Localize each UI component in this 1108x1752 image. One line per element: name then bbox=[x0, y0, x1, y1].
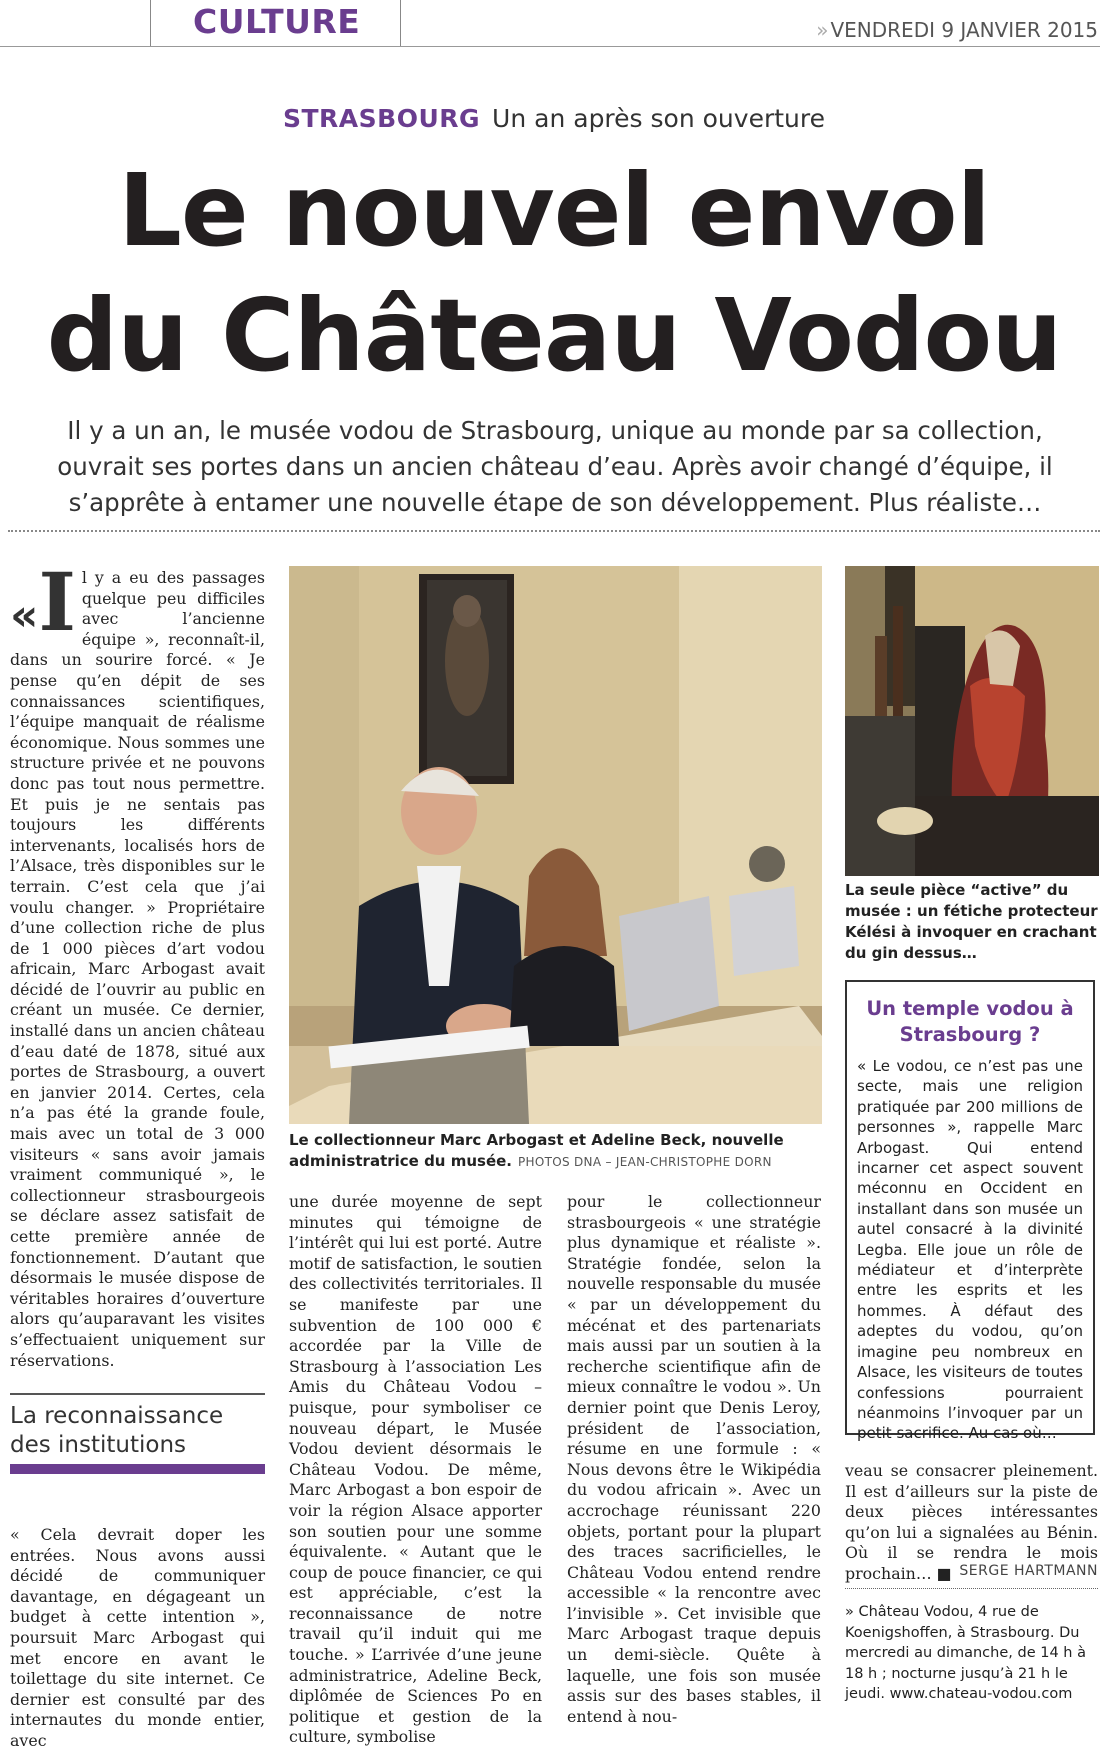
drop-cap-letter: I bbox=[38, 555, 76, 649]
fetish-photo-illustration bbox=[845, 566, 1099, 876]
subheading: La reconnaissance des institutions bbox=[10, 1403, 224, 1458]
main-caption-text: Le collectionneur Marc Arbogast et Adeline Beck, nouvelle administratrice du musée. bbox=[289, 1131, 784, 1170]
drop-cap bbox=[10, 555, 76, 649]
photo-credit: PHOTOS DNA – JEAN-CHRISTOPHE DORN bbox=[518, 1155, 772, 1169]
header-divider-right bbox=[400, 0, 401, 46]
header-rule bbox=[0, 46, 1100, 47]
fetish-photo-caption: La seule pièce “active” du musée : un fétiche protecteur Kélési à invoquer en crachant du gin dessus… bbox=[845, 881, 1098, 962]
author-byline: SERGE HARTMANN bbox=[959, 1563, 1098, 1579]
kicker-location: STRASBOURG bbox=[283, 104, 481, 133]
kicker bbox=[0, 104, 1108, 133]
practical-info: » Château Vodou, 4 rue de Koenigshoffen, à Strasbourg. Du mercredi au dimanche, de 14 h à 18 h ; nocturne jusqu’à 21 h le jeudi. www.chateau-vodou.com bbox=[845, 1602, 1098, 1705]
dotted-separator bbox=[8, 530, 1100, 532]
main-photo bbox=[289, 566, 822, 1124]
headline bbox=[0, 148, 1108, 398]
section-rubric: CULTURE bbox=[193, 2, 361, 41]
info-separator bbox=[845, 1588, 1098, 1589]
article-column-4: veau se consacrer pleinement. Il est d’ailleurs sur la piste de deux pièces intéressantes qu’on lui a signalées au Bénin. Où il se rendra le mois prochain… ■ bbox=[845, 1461, 1098, 1583]
subhead-accent-bar bbox=[10, 1464, 265, 1474]
headline-line-1: Le nouvel envol bbox=[118, 152, 990, 269]
article-column-2: une durée moyenne de sept minutes qui témoigne de l’intérêt qui lui est porté. Autre motif de satisfaction, le soutien des collectivités territoriales. Il se manifeste par une subvention de 100 000 € accordée par la Ville de Strasbourg à l’association Les Amis du Château Vodou – puisque, pour symboliser ce nouveau départ, le Musée Vodou devient désormais le Château Vodou. De même, Marc Arbogast a bon espoir de voir la région Alsace apporter son soutien pour une somme équivalente. « Autant que le coup de pouce financier, ce qui est appréciable, c’est la reconnaissance de notre travail qu’il induit qui me touche. » L’arrivée d’une jeune administratrice, Adeline Beck, diplômée de Sciences Po en politique et gestion de la culture, symbolise bbox=[289, 1192, 542, 1747]
article-column-1 bbox=[10, 555, 265, 1371]
kicker-subtitle: Un an après son ouverture bbox=[492, 104, 825, 133]
sidebar-box bbox=[845, 980, 1095, 1443]
standfirst: Il y a un an, le musée vodou de Strasbourg, unique au monde par sa collection, ouvrait ses portes dans un ancien château d’eau. Après avoir changé d’équipe, il s’apprête à entamer une nouvelle étape de son développement. Plus réaliste… bbox=[57, 416, 1053, 517]
subhead-top-rule bbox=[10, 1393, 265, 1395]
fetish-photo bbox=[845, 566, 1099, 876]
issue-date: » VENDREDI 9 JANVIER 2015 bbox=[816, 18, 1098, 42]
article-column-3: pour le collectionneur strasbourgeois « une stratégie plus dynamique et réaliste ». Stratégie fondée, selon la nouvelle responsable du musée « par un développement du mécénat et des partenariats mais aussi par un soutien à la recherche scientifique afin de mieux connaître le vodou ». Un dernier point que Denis Leroy, président de l’association, résume en une formule : « Nous devons être le Wikipédia du vodou africain ». Avec un accrochage réunissant 220 objets, portant pour la plupart des traces sacrificielles, le Château Vodou entend rendre accessible « la rencontre avec l’invisible ». Cet invisible que Marc Arbogast traque depuis un demi-siècle. Quête à laquelle, une fois son musée assis sur des bases stables, il entend à nou- bbox=[567, 1192, 821, 1726]
main-photo-illustration bbox=[289, 566, 822, 1124]
header-divider-left bbox=[150, 0, 151, 46]
column-1-text: l y a eu des passages quelque peu difficiles avec l’ancienne équipe », reconnaît-il, dans un sourire forcé. « Je pense qu’en dépit de ses connaissances scientifiques, l’équipe manquait de réalisme économique. Nous sommes une structure privée et ne pouvons donc pas tout nous permettre. Et puis je ne sentais pas toujours les différents intervenants, localisés hors de l’Alsace, très disponibles sur le terrain. C’est cela que j’ai voulu changer. » Propriétaire d’une collection riche de plus de 1 000 pièces d’art vodou africain, Marc Arbogast avait décidé de l’ouvrir au public en créant un musée. Ce dernier, installé dans un ancien château d’eau daté de 1878, situé aux portes de Strasbourg, a ouvert en janvier 2014. Certes, cela n’a pas été la grande foule, mais avec un total de 3 000 visiteurs « sans avoir jamais vraiment communiqué », le collectionneur strasbourgeois se déclare assez satisfait de cette première année de fonctionnement. D’autant que désormais le musée dispose de véritables horaires d’ouverture alors qu’auparavant les visites s’effectuaient uniquement sur réservations. bbox=[10, 568, 265, 1370]
article-column-1-continued: « Cela devrait doper les entrées. Nous avons aussi décidé de communiquer davantage, en dégageant un budget à cette intention », poursuit Marc Arbogast qui met encore en avant le toilettage du site internet. Ce dernier est consulté par des internautes du monde entier, avec bbox=[10, 1525, 265, 1750]
sidebar-box-title: Un temple vodou à Strasbourg ? bbox=[866, 997, 1074, 1046]
drop-cap-quote: « bbox=[10, 590, 39, 641]
headline-line-2: du Château Vodou bbox=[46, 277, 1062, 394]
main-photo-caption bbox=[289, 1130, 822, 1173]
sidebar-box-text: « Le vodou, ce n’est pas une secte, mais une religion pratiquée par 200 millions de personnes », rappelle Marc Arbogast. Qui entend incarner cet aspect souvent méconnu en Occident en installant dans son musée un autel consacré à la divinité Legba. Elle joue un rôle de médiateur et d’interprète entre les esprits et les hommes. À défaut des adeptes du vodou, qu’on imagine peu nombreux en Alsace, les visiteurs de toutes confessions pourraient néanmoins l’invoquer par un petit sacrifice. Au cas où… bbox=[857, 1057, 1083, 1443]
